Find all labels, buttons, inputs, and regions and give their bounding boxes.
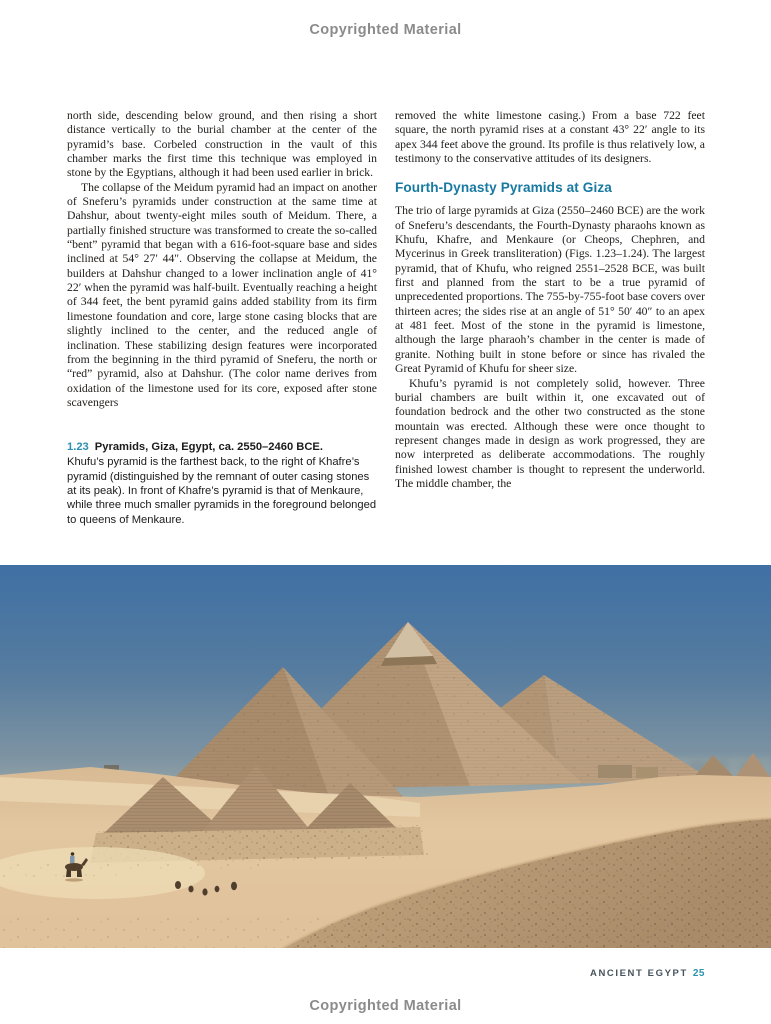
paragraph: Khufu’s pyramid is not completely solid, however. Three burial chambers are built within it, one excavated out of foundation bedrock and the other two constructed as the stone mountain was erected. Although these were once thought to represent changes made in design as work progressed, they are now interpreted as deliberate accommodations. The roughly finished lowest chamber is thought to represent the underworld. The middle chamber, the bbox=[395, 376, 705, 490]
figure-title: Pyramids, Giza, Egypt, ca. 2550–2460 BCE. bbox=[94, 441, 323, 454]
paragraph: The collapse of the Meidum pyramid had an impact on another of Sneferu’s pyramids under construction at the same time at Dahshur, about twenty-eight miles south of Meidum. There, a partially finished structure was transformed to create the so-called “bent” pyramid that began with a 616-foot-square base and sides inclined at 54° 27′ 44″. Observing the collapse at Meidum, the builders at Dahshur changed to a lower inclination angle of 41° 22′ when the pyramid was half-built. Eventually reaching a height of 344 feet, the bent pyramid gains added stability from its firm limestone foundation and core, large stone casing blocks that are slightly inclined to the center, and the reduced angle of inclination. These stabilizing design features were incorporated from the beginning in the third pyramid of Sneferu, the north or “red” pyramid, also at Dahshur. (The color name derives from oxidation of the limestone used for its core, exposed after stone scavengers bbox=[67, 180, 377, 409]
copyright-watermark-bottom: Copyrighted Material bbox=[309, 998, 462, 1014]
running-footer bbox=[590, 968, 705, 979]
text-columns bbox=[67, 109, 705, 527]
section-heading: Fourth-Dynasty Pyramids at Giza bbox=[395, 180, 612, 196]
footer-section-label: ANCIENT EGYPT bbox=[590, 968, 688, 979]
right-column bbox=[395, 109, 705, 527]
copyright-watermark-top: Copyrighted Material bbox=[309, 22, 462, 38]
paragraph: north side, descending below ground, and then rising a short distance vertically to the burial chamber at the center of the pyramid’s base. Corbeled construction in the vault of this chamber marks the first time this technique was employed in stone by the Egyptians, although it had been used earlier in brick. bbox=[67, 109, 377, 180]
paragraph: removed the white limestone casing.) From a base 722 feet square, the north pyramid rises at a constant 43° 22′ angle to its apex 344 feet above the ground. Its profile is thus relatively low, a testimony to the conservative attitudes of its designers. bbox=[395, 109, 705, 166]
figure-number: 1.23 bbox=[67, 441, 89, 454]
page-number: 25 bbox=[692, 968, 705, 979]
giza-pyramids-photo bbox=[0, 565, 771, 948]
figure-caption-body: Khufu’s pyramid is the farthest back, to the right of Khafre’s pyramid (distinguished by the remnant of outer casing stones at its peak). In front of Khafre’s pyramid is that of Menkaure, while three much smaller pyramids in the foreground belonged to queens of Menkaure. bbox=[67, 456, 377, 526]
pebble-strip bbox=[0, 913, 771, 948]
paragraph: The trio of large pyramids at Giza (2550–2460 BCE) are the work of Sneferu’s descendants, the Fourth-Dynasty pharaohs known as Khufu, Khafre, and Menkaure (or Cheops, Chephren, and Mycerinus in Greek transliteration) (Figs. 1.23–1.24). The largest pyramid, that of Khufu, who reigned 2551–2528 BCE, was built first and planned from the start to be a true pyramid of unprecedented proportions. The 755-by-755-foot base covers over thirteen acres; the sides rise at an angle of 51° 50′ 40″ to an apex at 481 feet. Most of the stone in the pyramid is limestone, although the large pharaoh’s chamber in the center is made of granite. Nothing built in stone before or since has rivaled the Great Pyramid of Khufu for sheer size. bbox=[395, 204, 705, 376]
figure-caption-title bbox=[67, 440, 377, 454]
left-column bbox=[67, 109, 377, 527]
figure-caption bbox=[67, 440, 377, 527]
